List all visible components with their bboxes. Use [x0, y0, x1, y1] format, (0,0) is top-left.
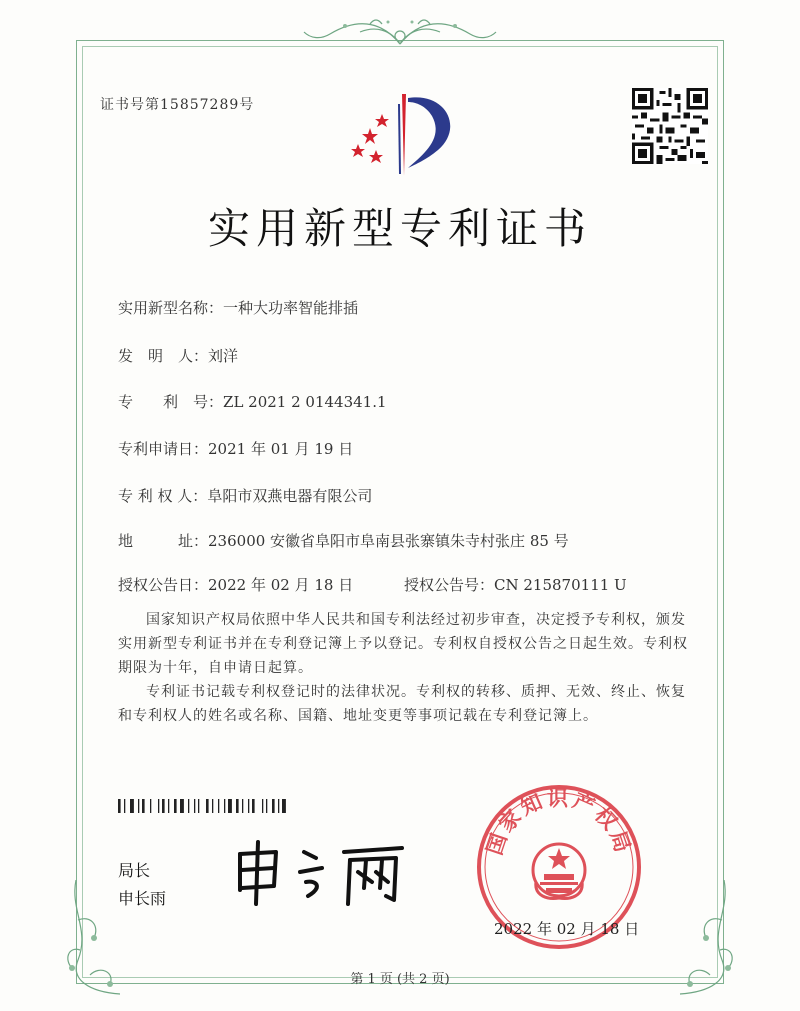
field-label: 专 利 权 人：: [118, 487, 208, 505]
field-label: 发 明 人：: [118, 347, 209, 365]
qr-code-icon: [632, 88, 708, 164]
field-label: 实用新型名称：: [118, 299, 224, 317]
field-patentee: [118, 485, 372, 506]
field-inventor: [118, 345, 238, 366]
field-utility-model-name: [118, 297, 358, 318]
field-value: 刘洋: [208, 347, 239, 365]
field-label: 专利申请日：: [118, 440, 209, 458]
field-application-date: [118, 438, 353, 459]
field-label: 授权公告日：: [118, 576, 209, 594]
seal-date: 2022 年 02 月 18 日: [494, 920, 640, 938]
patent-office-logo-icon: [346, 88, 462, 178]
field-value: ZL 2021 2 0144341.1: [223, 393, 387, 411]
legal-status-paragraph: 专利证书记载专利权登记时的法律状况。专利权的转移、质押、无效、终止、恢复和专利权人的姓名或名称、国籍、地址变更等事项记载在专利登记簿上。: [118, 684, 686, 724]
field-label: 专 利 号：: [118, 393, 224, 411]
certificate-number: 证书号第15857289号: [100, 97, 255, 113]
field-value: 2022 年 02 月 18 日: [208, 576, 354, 594]
field-label: 授权公告号：: [404, 576, 495, 594]
page-number: 第 1 页 (共 2 页): [350, 972, 450, 987]
top-floral-ornament: [300, 14, 500, 54]
certificate-title: 实用新型专利证书: [207, 204, 592, 253]
field-value: 一种大功率智能排插: [223, 299, 359, 317]
seal-text: 国家知识产权局: [482, 786, 636, 859]
svg-text:国家知识产权局: [482, 787, 636, 858]
barcode-icon: [118, 799, 342, 813]
signatory-title: 局长: [118, 861, 151, 880]
handwritten-signature: [226, 838, 416, 908]
certificate-statement-paragraph: 国家知识产权局依照中华人民共和国专利法经过初步审查，决定授予专利权，颁发实用新型专利证书并在专利登记簿上予以登记。专利权自授权公告之日起生效。专利权期限为十年，自申请日起算。: [118, 612, 688, 676]
field-value: 236000 安徽省阜阳市阜南县张寨镇朱寺村张庄 85 号: [208, 532, 569, 550]
signatory-name: 申长雨: [118, 889, 167, 908]
field-address: [118, 530, 569, 551]
field-grant-number: [404, 574, 627, 595]
national-emblem-icon: [533, 844, 585, 898]
field-value: CN 215870111 U: [494, 576, 627, 594]
field-value: 阜阳市双燕电器有限公司: [207, 487, 373, 505]
field-value: 2021 年 01 月 19 日: [208, 440, 354, 458]
field-patent-number: [118, 391, 387, 412]
field-label: 地 址：: [118, 532, 209, 550]
field-grant-date: [118, 574, 353, 595]
